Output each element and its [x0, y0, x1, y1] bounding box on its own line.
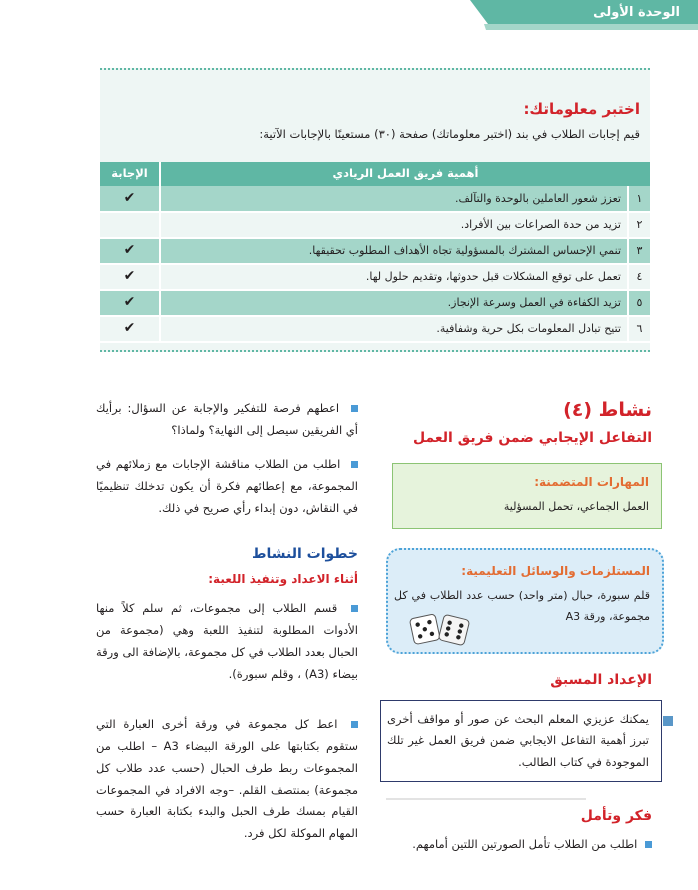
row-number: ٤ — [628, 264, 650, 290]
list-item — [96, 398, 358, 442]
table-row — [100, 212, 650, 238]
row-statement: تتيح تبادل المعلومات بكل حرية وشفافية. — [160, 316, 628, 342]
bullet-square-icon — [351, 405, 358, 412]
check-mark-icon: ✔ — [100, 238, 160, 264]
row-statement: تعزز شعور العاملين بالوحدة والتآلف. — [160, 186, 628, 212]
dice-icon — [408, 610, 472, 650]
skills-text: العمل الجماعي، تحمل المسؤلية — [503, 500, 649, 513]
row-number: ١ — [628, 186, 650, 212]
review-title: اختبر معلوماتك: — [523, 100, 640, 118]
unit-label: الوحدة الأولى — [593, 5, 680, 20]
materials-title: المستلزمات والوسائل التعليمية: — [461, 564, 650, 578]
table-row — [100, 316, 650, 342]
unit-header-band — [0, 0, 698, 34]
preparation-marker — [663, 716, 673, 726]
preparation-box — [380, 700, 662, 782]
row-number: ٣ — [628, 238, 650, 264]
bullet-square-icon — [351, 461, 358, 468]
list-item — [96, 714, 358, 845]
think-text-block — [390, 834, 652, 856]
bullet-text: اعط كل مجموعة في ورقة أخرى العبارة التي ستقوم بكتابتها على الورقة البيضاء A3 – اطلب من المجموعات ربط طرف الحبال (حسب عدد طلاب كل مجموعة) بمنتصف القلم. –وجه الافراد في المجموعات القيام بمسك طرف الحبل والبدء بكتابة العبارة حسب المهام الموكلة لكل فرد. — [96, 717, 358, 841]
check-mark-icon: ✔ — [100, 264, 160, 290]
table-row — [100, 186, 650, 212]
review-instruction: قيم إجابات الطلاب في بند (اختبر معلوماتك) صفحة (٣٠) مستعينًا بالإجابات الآتية: — [259, 127, 640, 141]
divider — [386, 798, 586, 800]
bullet-text: اعطهم فرصة للتفكير والإجابة عن السؤال: برأيك أي الفريقين سيصل إلى النهاية؟ ولماذا؟ — [96, 401, 358, 437]
bullet-square-icon — [645, 841, 652, 848]
row-answer — [100, 212, 160, 238]
table-row — [100, 238, 650, 264]
activity-subtitle: التفاعل الإيجابي ضمن فريق العمل — [412, 430, 652, 446]
think-text: اطلب من الطلاب تأمل الصورتين اللتين أمامهم. — [412, 837, 638, 851]
row-number: ٢ — [628, 212, 650, 238]
table-header-row — [100, 162, 650, 186]
materials-text: قلم سبورة، حبال (متر واحد) حسب عدد الطلاب في كل مجموعة، ورقة A3 — [394, 589, 650, 623]
preparation-text: يمكنك عزيزي المعلم البحث عن صور أو مواقف أخرى تبرز أهمية التفاعل الايجابي ضمن فريق العمل غير تلك الموجودة في كتاب الطالب. — [387, 712, 649, 769]
check-mark-icon: ✔ — [100, 290, 160, 316]
row-statement: تزيد الكفاءة في العمل وسرعة الإنجاز. — [160, 290, 628, 316]
header-answer: الإجابة — [100, 162, 160, 186]
think-title: فكر وتأمل — [580, 808, 652, 824]
row-number: ٦ — [628, 316, 650, 342]
answers-table — [100, 162, 650, 343]
list-item — [96, 598, 358, 685]
table-row — [100, 290, 650, 316]
list-item — [96, 454, 358, 520]
bullet-square-icon — [351, 721, 358, 728]
review-section — [100, 68, 650, 352]
header-statement: أهمية فريق العمل الريادي — [160, 162, 650, 186]
bullet-square-icon — [351, 605, 358, 612]
row-number: ٥ — [628, 290, 650, 316]
bullet-text: اطلب من الطلاب مناقشة الإجابات مع زملائهم في المجموعة، مع إعطائهم فكرة أن يكون تدخلك تنظيميًا في النقاش، دون إبداء رأي صريح في ذلك. — [96, 457, 358, 515]
preparation-title: الإعداد المسبق — [550, 672, 652, 688]
materials-box — [386, 548, 664, 654]
row-statement: تنمي الإحساس المشترك بالمسؤولية تجاه الأهداف المطلوب تحقيقها. — [160, 238, 628, 264]
bullet-text: قسم الطلاب إلى مجموعات، ثم سلم كلاً منها الأدوات المطلوبة لتنفيذ اللعبة وهي (مجموعة من الحبال بعدد الطلاب في كل مجموعة، بالإضافة الى ورقة بيضاء (A3) ، وقلم سبورة). — [96, 601, 358, 681]
steps-title: خطوات النشاط — [251, 546, 358, 562]
row-statement: تزيد من حدة الصراعات بين الأفراد. — [160, 212, 628, 238]
check-mark-icon: ✔ — [100, 316, 160, 342]
row-statement: تعمل على توقع المشكلات قبل حدوثها، وتقديم حلول لها. — [160, 264, 628, 290]
check-mark-icon: ✔ — [100, 186, 160, 212]
steps-subtitle: أثناء الاعداد وتنفيذ اللعبة: — [208, 572, 358, 586]
table-row — [100, 264, 650, 290]
activity-title: نشاط (٤) — [563, 399, 652, 421]
skills-box — [392, 463, 662, 529]
skills-title: المهارات المتضمنة: — [534, 475, 649, 489]
